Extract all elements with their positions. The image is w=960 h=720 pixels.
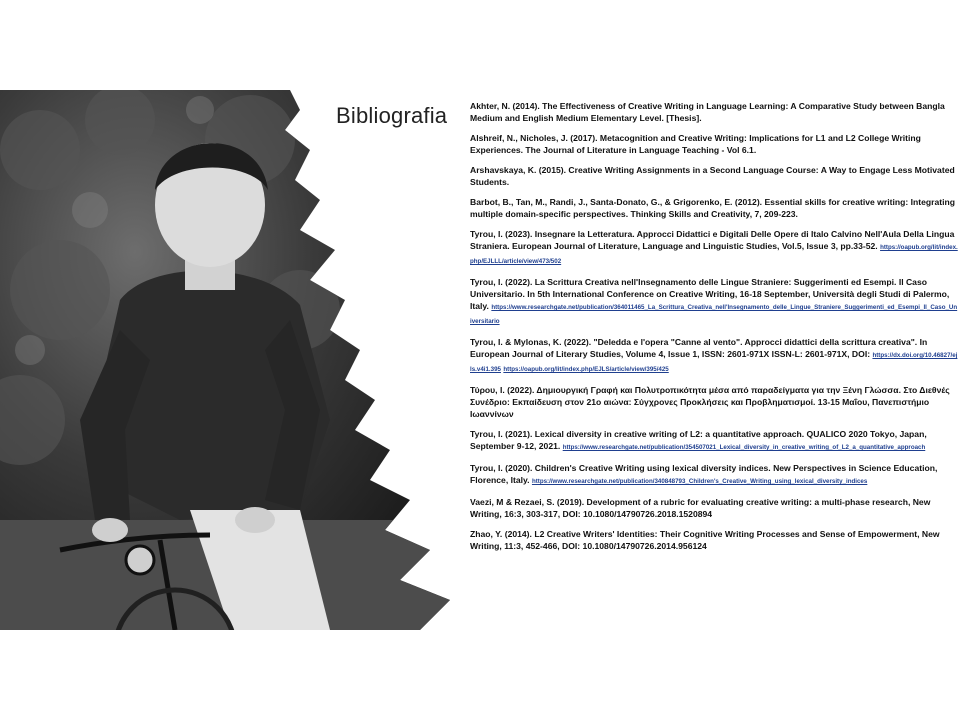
- reference-text: Tyrou, I. (2021). Lexical diversity in creative writing of L2: a quantitative approach. QUALICO 2020 Tokyo, Japan, September 9-12, 2021.: [470, 429, 927, 451]
- reference-item: [470, 528, 958, 552]
- reference-text: Tyrou, I. (2022). La Scrittura Creativa nell'Insegnamento delle Lingue Straniere: Suggerimenti ed Esempi. Il Caso Universitario. In 5th International Conference on Creative Writing, 16-18 September, Università degli Studi di Palermo, Italy.: [470, 277, 950, 311]
- reference-text: Τύρου, Ι. (2022). Δημιουργική Γραφή και Πολυτροπικότητα μέσα από παραδείγματα για την Ξένη Γλώσσα. Στο Διεθνές Συνέδριο: Εκπαίδευση στον 21ο αιώνα: Σύγχρονες Προκλήσεις και Προβληματισμοί. 13-15 Μαΐου, Πανεπιστήμιο Ιωαννίνων: [470, 385, 950, 419]
- reference-link[interactable]: https://www.researchgate.net/publication/340848793_Children's_Creative_Writing_using_lexical_diversity_indices: [531, 478, 868, 485]
- reference-text: Akhter, N. (2014). The Effectiveness of Creative Writing in Language Learning: A Comparative Study between Bangla Medium and English Medium Elementary Level. [Thesis].: [470, 101, 945, 123]
- reference-text: Barbot, B., Tan, M., Randi, J., Santa-Donato, G., & Grigorenko, E. (2012). Essential skills for creative writing: Integrating multiple domain-specific perspectives. Thinking Skills and Creativity, 7, 209-223.: [470, 197, 956, 219]
- reference-item: [470, 228, 958, 268]
- reference-text: Alshreif, N., Nicholes, J. (2017). Metacognition and Creative Writing: Implications for L1 and L2 College Writing Experiences. The Journal of Literature in Language Teaching - Vol 6.1.: [470, 133, 921, 155]
- reference-item: [470, 164, 958, 188]
- portrait-photo: [0, 90, 450, 630]
- reference-link[interactable]: https://www.researchgate.net/publication/354507021_Lexical_diversity_in_creative_writing_of_L2_a_quantitative_approach: [562, 444, 926, 451]
- reference-text: Arshavskaya, K. (2015). Creative Writing Assignments in a Second Language Course: A Way to Engage Less Motivated Students.: [470, 165, 955, 187]
- reference-text: Vaezi, M & Rezaei, S. (2019). Development of a rubric for evaluating creative writing: a multi-phase research, New Writing, 16:3, 303-317, DOI: 10.1080/14790726.2018.1520894: [470, 497, 931, 519]
- reference-link[interactable]: https://oapub.org/lit/index.php/EJLLL/article/view/473/502: [470, 244, 958, 265]
- reference-text: Zhao, Y. (2014). L2 Creative Writers' Identities: Their Cognitive Writing Processes and Sense of Empowerment, New Writing, 11:3, 452-466, DOI: 10.1080/14790726.2014.956124: [470, 529, 940, 551]
- reference-link[interactable]: https://oapub.org/lit/index.php/EJLS/article/view/395/425: [503, 366, 669, 373]
- reference-list: [470, 100, 958, 560]
- reference-text: Tyrou, I. (2020). Children's Creative Writing using lexical diversity indices. New Perspectives in Science Education, Florence, Italy.: [470, 463, 938, 485]
- reference-text: Tyrou, I. & Mylonas, K. (2022). "Deledda e l'opera "Canne al vento". Approcci didattici della scrittura creativa". In European Journal of Literary Studies, Volume 4, Issue 1, ISSN: 2601-971X ISSN-L: 2601-971X, DOI:: [470, 337, 928, 359]
- reference-item: [470, 196, 958, 220]
- reference-item: [470, 276, 958, 328]
- reference-item: [470, 100, 958, 124]
- reference-item: [470, 496, 958, 520]
- reference-item: [470, 384, 958, 420]
- reference-item: [470, 132, 958, 156]
- reference-item: [470, 428, 958, 454]
- reference-item: [470, 462, 958, 488]
- reference-text: Tyrou, I. (2023). Insegnare la Letteratura. Approcci Didattici e Digitali Delle Opere di Italo Calvino Nell'Aula Della Lingua Straniera. European Journal of Literature, Language and Linguistic Studies, Vol.5, Issue 3, pp.33-52.: [470, 229, 955, 251]
- slide-title: Bibliografia: [336, 103, 448, 128]
- reference-item: [470, 336, 958, 376]
- reference-link-doi[interactable]: https://dx.doi.org/10.46827/ejls.v4i1.395: [470, 352, 958, 373]
- reference-link[interactable]: https://www.researchgate.net/publication/364011465_La_Scrittura_Creativa_nell'Insegnamento_delle_Lingue_Straniere_Suggerimenti_ed_Esempi_Il_Caso_Universitario: [470, 304, 958, 325]
